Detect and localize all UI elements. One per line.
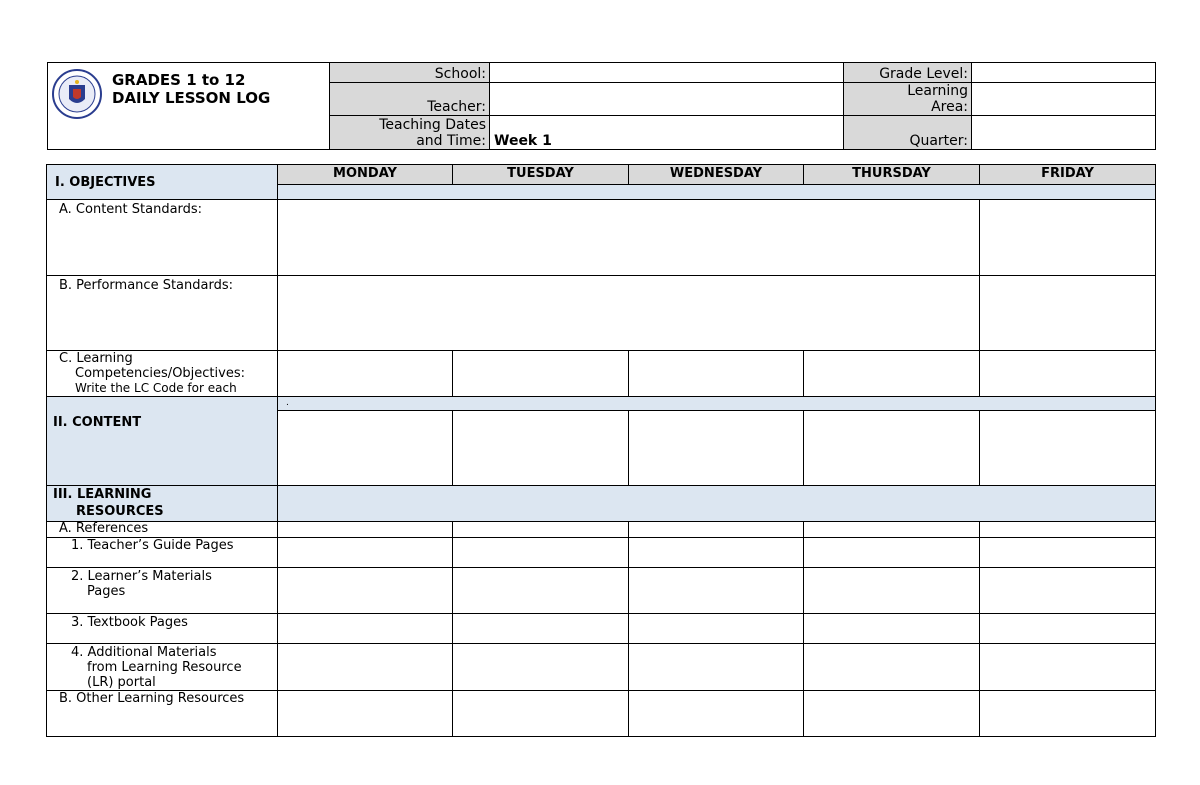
textbook-pages-label: 3. Textbook Pages [47, 614, 278, 644]
grade-level-label: Grade Level: [844, 63, 972, 83]
tg-pages-friday[interactable] [980, 538, 1156, 568]
references-wednesday[interactable] [629, 522, 804, 538]
textbook-pages-thursday[interactable] [804, 614, 980, 644]
lesson-log-header [47, 62, 1156, 150]
additional-materials-label [47, 644, 278, 691]
content-wednesday[interactable] [629, 411, 804, 486]
content-monday[interactable] [278, 411, 453, 486]
teacher-field[interactable] [490, 83, 844, 116]
references-label: A. References [47, 522, 278, 538]
objectives-heading: I. OBJECTIVES [47, 165, 278, 200]
lm-pages-label [47, 568, 278, 614]
lesson-log-grid [46, 164, 1156, 737]
quarter-field[interactable] [972, 116, 1156, 150]
competencies-thursday[interactable] [804, 351, 980, 397]
additional-materials-friday[interactable] [980, 644, 1156, 691]
learning-resources-heading-line1: III. LEARNING [53, 487, 152, 502]
additional-materials-line1: 4. Additional Materials [71, 645, 217, 660]
day-monday: MONDAY [278, 165, 453, 185]
page-title [112, 71, 270, 107]
textbook-pages-tuesday[interactable] [453, 614, 629, 644]
objectives-band [278, 185, 1156, 200]
performance-standards-mon-thu[interactable] [278, 276, 980, 351]
additional-materials-thursday[interactable] [804, 644, 980, 691]
content-friday[interactable] [980, 411, 1156, 486]
lm-pages-wednesday[interactable] [629, 568, 804, 614]
learning-area-label-line1: Learning [907, 83, 968, 99]
other-resources-monday[interactable] [278, 691, 453, 737]
teaching-dates-label-line2: and Time: [416, 133, 486, 149]
content-thursday[interactable] [804, 411, 980, 486]
additional-materials-line2: from Learning Resource [87, 660, 242, 675]
grade-level-field[interactable] [972, 63, 1156, 83]
other-resources-friday[interactable] [980, 691, 1156, 737]
additional-materials-monday[interactable] [278, 644, 453, 691]
references-friday[interactable] [980, 522, 1156, 538]
competencies-tuesday[interactable] [453, 351, 629, 397]
learning-area-field[interactable] [972, 83, 1156, 116]
content-tuesday[interactable] [453, 411, 629, 486]
header-title-cell [48, 63, 330, 150]
competencies-friday[interactable] [980, 351, 1156, 397]
tg-pages-monday[interactable] [278, 538, 453, 568]
learning-area-label [844, 83, 972, 116]
quarter-label: Quarter: [844, 116, 972, 150]
title-line-1: GRADES 1 to 12 [112, 71, 246, 89]
content-band: . [278, 397, 1156, 411]
other-resources-label: B. Other Learning Resources [47, 691, 278, 737]
other-resources-thursday[interactable] [804, 691, 980, 737]
other-resources-tuesday[interactable] [453, 691, 629, 737]
lm-pages-label-line1: 2. Learner’s Materials [71, 569, 212, 584]
school-field[interactable] [490, 63, 844, 83]
lm-pages-friday[interactable] [980, 568, 1156, 614]
learning-resources-band [278, 486, 1156, 522]
competencies-label [47, 351, 278, 397]
teaching-dates-label [330, 116, 490, 150]
teacher-label: Teacher: [330, 83, 490, 116]
tg-pages-wednesday[interactable] [629, 538, 804, 568]
tg-pages-label: 1. Teacher’s Guide Pages [47, 538, 278, 568]
learning-area-label-line2: Area: [931, 99, 968, 115]
tg-pages-thursday[interactable] [804, 538, 980, 568]
day-tuesday: TUESDAY [453, 165, 629, 185]
lm-pages-tuesday[interactable] [453, 568, 629, 614]
competencies-label-line2: Competencies/Objectives: [75, 366, 245, 381]
references-monday[interactable] [278, 522, 453, 538]
content-standards-fri[interactable] [980, 200, 1156, 276]
lm-pages-label-line2: Pages [87, 584, 126, 599]
performance-standards-label: B. Performance Standards: [47, 276, 278, 351]
other-resources-wednesday[interactable] [629, 691, 804, 737]
day-thursday: THURSDAY [804, 165, 980, 185]
school-label: School: [330, 63, 490, 83]
additional-materials-tuesday[interactable] [453, 644, 629, 691]
content-standards-label: A. Content Standards: [47, 200, 278, 276]
day-friday: FRIDAY [980, 165, 1156, 185]
competencies-note: Write the LC Code for each [75, 381, 237, 395]
tg-pages-tuesday[interactable] [453, 538, 629, 568]
lm-pages-monday[interactable] [278, 568, 453, 614]
performance-standards-fri[interactable] [980, 276, 1156, 351]
competencies-monday[interactable] [278, 351, 453, 397]
content-standards-mon-thu[interactable] [278, 200, 980, 276]
textbook-pages-friday[interactable] [980, 614, 1156, 644]
competencies-label-line1: C. Learning [59, 351, 133, 366]
learning-resources-heading-line2: RESOURCES [76, 504, 164, 519]
competencies-wednesday[interactable] [629, 351, 804, 397]
additional-materials-line3: (LR) portal [87, 675, 156, 690]
teaching-dates-label-line1: Teaching Dates [379, 117, 486, 133]
title-line-2: DAILY LESSON LOG [112, 89, 271, 107]
textbook-pages-monday[interactable] [278, 614, 453, 644]
additional-materials-wednesday[interactable] [629, 644, 804, 691]
content-heading: II. CONTENT [47, 397, 278, 486]
teaching-dates-field[interactable]: Week 1 [490, 116, 844, 150]
learning-resources-heading [47, 486, 278, 522]
references-tuesday[interactable] [453, 522, 629, 538]
references-thursday[interactable] [804, 522, 980, 538]
day-wednesday: WEDNESDAY [629, 165, 804, 185]
textbook-pages-wednesday[interactable] [629, 614, 804, 644]
deped-seal-icon [52, 69, 102, 119]
lm-pages-thursday[interactable] [804, 568, 980, 614]
